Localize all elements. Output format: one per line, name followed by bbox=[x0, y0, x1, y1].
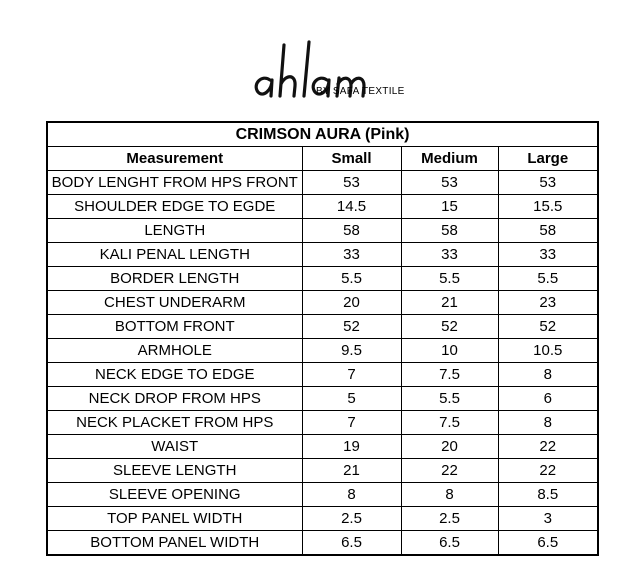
cell-small: 33 bbox=[302, 243, 401, 267]
cell-small: 19 bbox=[302, 435, 401, 459]
cell-large: 52 bbox=[498, 315, 598, 339]
cell-large: 8.5 bbox=[498, 483, 598, 507]
cell-measurement: NECK PLACKET FROM HPS bbox=[47, 411, 302, 435]
table-row bbox=[47, 435, 598, 459]
cell-large: 6 bbox=[498, 387, 598, 411]
cell-measurement: CHEST UNDERARM bbox=[47, 291, 302, 315]
cell-medium: 10 bbox=[401, 339, 498, 363]
cell-large: 8 bbox=[498, 411, 598, 435]
table-row bbox=[47, 219, 598, 243]
cell-large: 3 bbox=[498, 507, 598, 531]
table-row bbox=[47, 243, 598, 267]
table-row bbox=[47, 507, 598, 531]
cell-large: 22 bbox=[498, 435, 598, 459]
cell-measurement: NECK EDGE TO EDGE bbox=[47, 363, 302, 387]
cell-large: 23 bbox=[498, 291, 598, 315]
cell-measurement: KALI PENAL LENGTH bbox=[47, 243, 302, 267]
table-row bbox=[47, 459, 598, 483]
cell-small: 7 bbox=[302, 363, 401, 387]
header-row bbox=[47, 147, 598, 171]
table-row bbox=[47, 339, 598, 363]
cell-medium: 15 bbox=[401, 195, 498, 219]
cell-small: 52 bbox=[302, 315, 401, 339]
cell-medium: 5.5 bbox=[401, 387, 498, 411]
ahlam-logo-icon bbox=[0, 0, 644, 118]
cell-small: 2.5 bbox=[302, 507, 401, 531]
brand-logo bbox=[0, 0, 644, 118]
cell-measurement: BORDER LENGTH bbox=[47, 267, 302, 291]
cell-small: 21 bbox=[302, 459, 401, 483]
cell-large: 22 bbox=[498, 459, 598, 483]
header-measurement: Measurement bbox=[47, 147, 302, 171]
cell-medium: 7.5 bbox=[401, 411, 498, 435]
cell-medium: 21 bbox=[401, 291, 498, 315]
cell-measurement: NECK DROP FROM HPS bbox=[47, 387, 302, 411]
table-row bbox=[47, 531, 598, 556]
cell-small: 5 bbox=[302, 387, 401, 411]
cell-medium: 8 bbox=[401, 483, 498, 507]
cell-small: 20 bbox=[302, 291, 401, 315]
header-small: Small bbox=[302, 147, 401, 171]
cell-medium: 33 bbox=[401, 243, 498, 267]
cell-measurement: SLEEVE OPENING bbox=[47, 483, 302, 507]
table-row bbox=[47, 387, 598, 411]
table-row bbox=[47, 483, 598, 507]
cell-medium: 53 bbox=[401, 171, 498, 195]
cell-small: 8 bbox=[302, 483, 401, 507]
cell-small: 14.5 bbox=[302, 195, 401, 219]
header-medium: Medium bbox=[401, 147, 498, 171]
cell-large: 33 bbox=[498, 243, 598, 267]
cell-medium: 20 bbox=[401, 435, 498, 459]
cell-large: 58 bbox=[498, 219, 598, 243]
cell-measurement: BOTTOM FRONT bbox=[47, 315, 302, 339]
cell-medium: 6.5 bbox=[401, 531, 498, 556]
cell-medium: 52 bbox=[401, 315, 498, 339]
table-row bbox=[47, 363, 598, 387]
cell-large: 6.5 bbox=[498, 531, 598, 556]
cell-measurement: SLEEVE LENGTH bbox=[47, 459, 302, 483]
cell-large: 10.5 bbox=[498, 339, 598, 363]
table-row bbox=[47, 291, 598, 315]
cell-small: 6.5 bbox=[302, 531, 401, 556]
size-chart-table bbox=[46, 121, 599, 556]
table-title bbox=[47, 122, 598, 147]
header-large: Large bbox=[498, 147, 598, 171]
cell-measurement: BODY LENGHT FROM HPS FRONT bbox=[47, 171, 302, 195]
cell-medium: 5.5 bbox=[401, 267, 498, 291]
table-title-text: CRIMSON AURA (Pink) bbox=[235, 125, 410, 143]
table-row bbox=[47, 171, 598, 195]
cell-measurement: SHOULDER EDGE TO EGDE bbox=[47, 195, 302, 219]
cell-small: 58 bbox=[302, 219, 401, 243]
cell-small: 5.5 bbox=[302, 267, 401, 291]
table-row bbox=[47, 411, 598, 435]
cell-large: 5.5 bbox=[498, 267, 598, 291]
cell-small: 9.5 bbox=[302, 339, 401, 363]
cell-large: 8 bbox=[498, 363, 598, 387]
cell-measurement: ARMHOLE bbox=[47, 339, 302, 363]
cell-measurement: LENGTH bbox=[47, 219, 302, 243]
cell-large: 15.5 bbox=[498, 195, 598, 219]
cell-medium: 7.5 bbox=[401, 363, 498, 387]
brand-subtitle: BY SAFA TEXTILE bbox=[316, 86, 405, 97]
table-row bbox=[47, 315, 598, 339]
cell-medium: 58 bbox=[401, 219, 498, 243]
table-row bbox=[47, 267, 598, 291]
cell-medium: 22 bbox=[401, 459, 498, 483]
cell-medium: 2.5 bbox=[401, 507, 498, 531]
cell-measurement: WAIST bbox=[47, 435, 302, 459]
table-row bbox=[47, 195, 598, 219]
cell-large: 53 bbox=[498, 171, 598, 195]
cell-small: 7 bbox=[302, 411, 401, 435]
cell-measurement: BOTTOM PANEL WIDTH bbox=[47, 531, 302, 556]
cell-measurement: TOP PANEL WIDTH bbox=[47, 507, 302, 531]
cell-small: 53 bbox=[302, 171, 401, 195]
table-body bbox=[47, 171, 598, 556]
